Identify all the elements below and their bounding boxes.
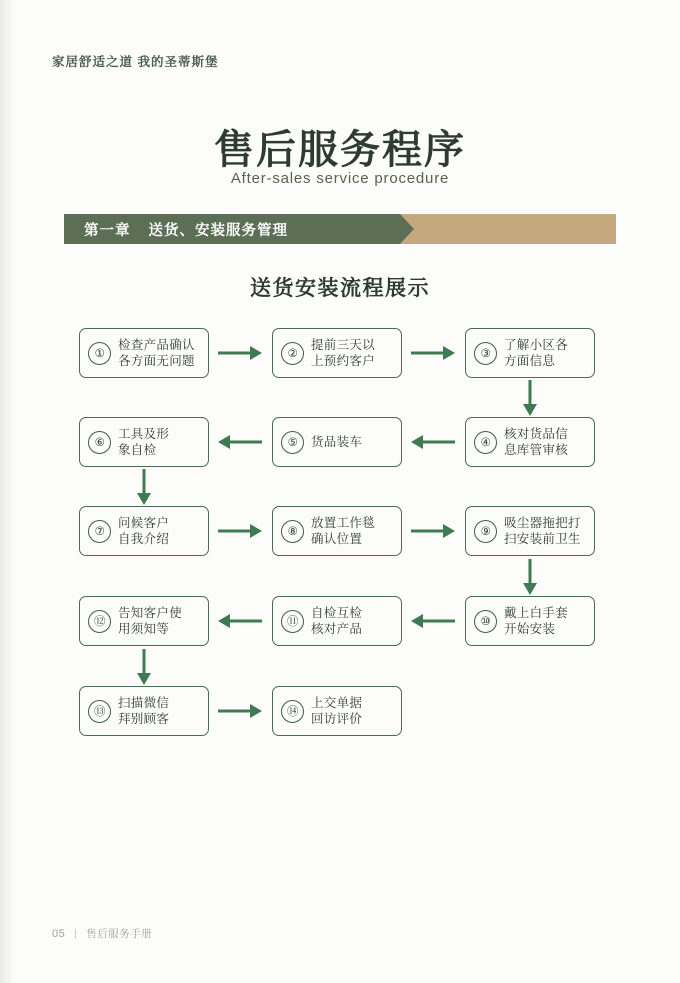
flow-node-number: ⑦ [88, 520, 111, 543]
flow-node-number: ⑨ [474, 520, 497, 543]
arrow-right-icon [216, 522, 264, 540]
flow-node-label: 问候客户 自我介绍 [118, 516, 170, 546]
flow-node-1 [79, 328, 209, 378]
flow-node-13 [79, 686, 209, 736]
footer [52, 926, 152, 941]
flow-node-number: ① [88, 342, 111, 365]
flow-node-7 [79, 506, 209, 556]
arrow-down-icon [135, 647, 153, 687]
flow-node-3 [465, 328, 595, 378]
flow-node-8 [272, 506, 402, 556]
flow-node-5 [272, 417, 402, 467]
flow-node-number: ⑥ [88, 431, 111, 454]
arrow-down-icon [135, 467, 153, 507]
flow-node-number: ④ [474, 431, 497, 454]
chapter-banner [64, 214, 400, 244]
chapter-name: 送货、安装服务管理 [148, 222, 288, 239]
flow-node-number: ⑪ [281, 610, 304, 633]
flow-node-label: 提前三天以 上预约客户 [311, 338, 376, 368]
flow-node-number: ⑬ [88, 700, 111, 723]
flow-node-label: 了解小区各 方面信息 [504, 338, 569, 368]
flow-node-label: 检查产品确认 各方面无问题 [118, 338, 195, 368]
flow-node-label: 扫描微信 拜别顾客 [118, 696, 170, 726]
footer-divider [75, 929, 76, 939]
flow-node-label: 告知客户使 用须知等 [118, 606, 183, 636]
flow-node-10 [465, 596, 595, 646]
arrow-down-icon [521, 378, 539, 418]
flow-node-number: ③ [474, 342, 497, 365]
flow-node-6 [79, 417, 209, 467]
section-title: 送货安装流程展示 [250, 277, 430, 300]
page-subtitle: After-sales service procedure [230, 170, 450, 187]
flow-node-label: 上交单据 回访评价 [311, 696, 363, 726]
chapter-bar [64, 214, 616, 244]
flow-node-label: 货品装车 [311, 435, 363, 449]
flow-node-label: 自检互检 核对产品 [311, 606, 363, 636]
flow-node-14 [272, 686, 402, 736]
flow-node-number: ⑩ [474, 610, 497, 633]
flow-node-number: ⑤ [281, 431, 304, 454]
flow-node-label: 核对货品信 息库管审核 [504, 427, 569, 457]
arrow-right-icon [409, 522, 457, 540]
chapter-number: 第一章 [84, 222, 131, 239]
arrow-left-icon [216, 433, 264, 451]
page-number: 05 [52, 927, 66, 940]
arrow-right-icon [409, 344, 457, 362]
flow-node-12 [79, 596, 209, 646]
flow-node-2 [272, 328, 402, 378]
flow-node-9 [465, 506, 595, 556]
flow-node-number: ② [281, 342, 304, 365]
flow-node-number: ⑧ [281, 520, 304, 543]
page-title: 售后服务程序 [214, 128, 466, 172]
arrow-left-icon [216, 612, 264, 630]
footer-label: 售后服务手册 [86, 928, 153, 940]
flow-node-number: ⑫ [88, 610, 111, 633]
arrow-left-icon [409, 433, 457, 451]
chapter-bar-accent [400, 214, 616, 244]
flow-node-label: 戴上白手套 开始安装 [504, 606, 569, 636]
arrow-right-icon [216, 344, 264, 362]
flow-node-label: 工具及形 象自检 [118, 427, 170, 457]
header-brand: 家居舒适之道 我的圣蒂斯堡 [52, 55, 219, 69]
flow-node-4 [465, 417, 595, 467]
flowchart [0, 322, 680, 762]
flow-node-11 [272, 596, 402, 646]
flow-node-label: 吸尘器拖把打 扫安装前卫生 [504, 516, 581, 546]
arrow-down-icon [521, 557, 539, 597]
arrow-left-icon [409, 612, 457, 630]
flow-node-number: ⑭ [281, 700, 304, 723]
arrow-right-icon [216, 702, 264, 720]
flow-node-label: 放置工作毯 确认位置 [311, 516, 376, 546]
